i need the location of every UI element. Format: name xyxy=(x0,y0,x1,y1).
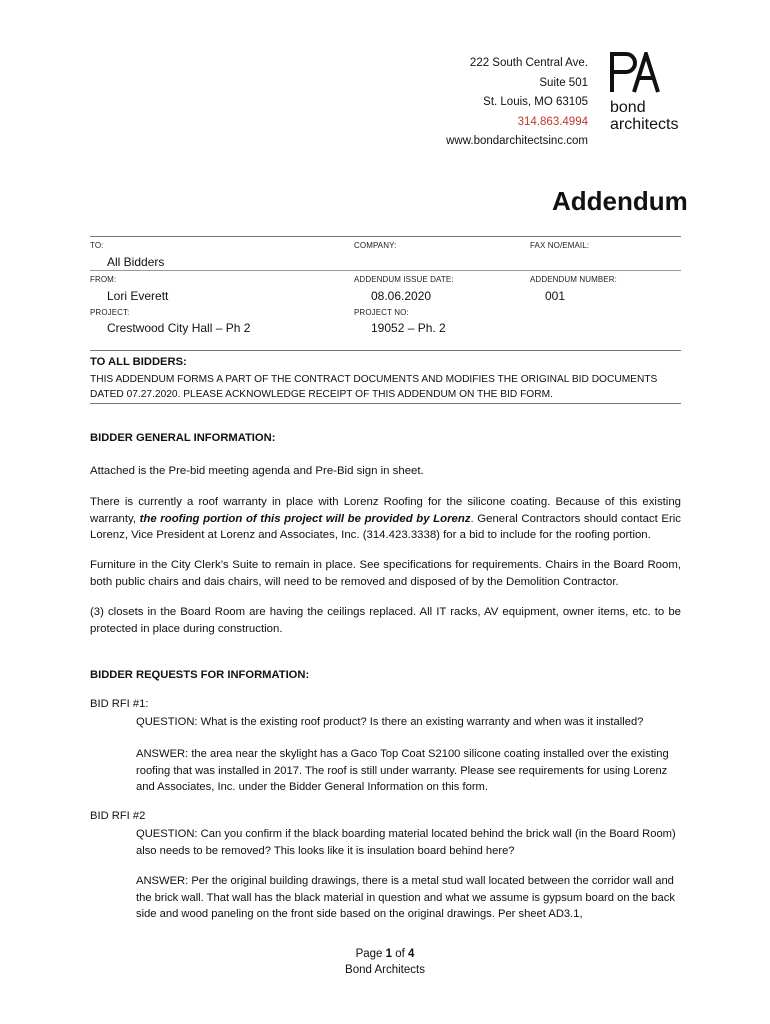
to-label: TO: xyxy=(90,241,104,250)
general-paragraph-4: (3) closets in the Board Room are having the ceilings replaced. All IT racks, AV equipment, owner items, etc. to be protected in place during construction. xyxy=(90,606,681,635)
firm-phone: 314.863.4994 xyxy=(517,115,588,128)
rfi-heading: BIDDER REQUESTS FOR INFORMATION: xyxy=(90,669,310,681)
issue-date-value: 08.06.2020 xyxy=(371,289,432,303)
notice-top-rule xyxy=(90,350,681,351)
logo-text-architects: architects xyxy=(610,116,679,133)
general-info-heading: BIDDER GENERAL INFORMATION: xyxy=(90,432,276,444)
general-paragraph-3: Furniture in the City Clerk’s Suite to remain in place. See specifications for requirements. Chairs in the Board Room, both public chairs and dais chairs, will need to be removed and disposed of by the Demolition Contractor. xyxy=(90,559,681,588)
firm-website: www.bondarchitectsinc.com xyxy=(446,135,588,147)
issue-date-label: ADDENDUM ISSUE DATE: xyxy=(354,275,454,284)
project-label: PROJECT: xyxy=(90,308,130,317)
paragraph-2-text-a: There is currently a roof warranty in place with Lorenz Roofing for the silicone coating. Because of this existing warranty, xyxy=(90,496,681,525)
rfi-2-question: QUESTION: Can you confirm if the black boarding material located behind the brick wall (in the Board Room) also needs to be removed? This looks like it is insulation board behind here? xyxy=(136,828,676,857)
notice-bottom-rule xyxy=(90,403,681,404)
page-prefix: Page xyxy=(355,948,386,960)
address-line-3: St. Louis, MO 63105 xyxy=(483,96,588,108)
notice-text xyxy=(90,372,657,402)
page-of: of xyxy=(392,948,409,960)
notice-heading: TO ALL BIDDERS: xyxy=(90,356,187,368)
notice-line-1: THIS ADDENDUM FORMS A PART OF THE CONTRACT DOCUMENTS AND MODIFIES THE ORIGINAL BID DOCUMENTS xyxy=(90,374,658,385)
notice-line-2: DATED 07.27.2020. PLEASE ACKNOWLEDGE RECEIPT OF THIS ADDENDUM ON THE BID FORM. xyxy=(90,389,553,400)
footer-company: Bond Architects xyxy=(345,964,425,976)
company-label: COMPANY: xyxy=(354,241,397,250)
bond-architects-logo xyxy=(610,52,690,133)
project-no-value: 19052 – Ph. 2 xyxy=(371,321,446,335)
rfi-1-question: QUESTION: What is the existing roof product? Is there an existing warranty and when was it installed? xyxy=(136,716,644,728)
firm-address xyxy=(446,54,588,152)
rfi-2-label: BID RFI #2 xyxy=(90,810,146,822)
fax-email-label: FAX NO/EMAIL: xyxy=(530,241,590,250)
from-label: FROM: xyxy=(90,275,117,284)
page-total: 4 xyxy=(408,948,415,960)
paragraph-2-emphasis: the roofing portion of this project will be provided by Lorenz xyxy=(139,512,471,525)
address-line-2: Suite 501 xyxy=(539,76,588,89)
page-footer xyxy=(0,946,770,978)
logo-text-bond: bond xyxy=(610,99,646,116)
rfi-1-answer: ANSWER: the area near the skylight has a Gaco Top Coat S2100 silicone coating installed over the existing roofing that was installed in 2017. The roof is still under warranty. Please see requirements for using Lorenz and Associates, Inc. under the Bidder General Information on this form. xyxy=(136,748,669,793)
paragraph-2-text-b: . General Contractors should contact Eric Lorenz, Vice President at Lorenz and Associates, Inc. (314.423.3338) for a bid to include for the roofing portion. xyxy=(90,512,681,541)
general-paragraph-2 xyxy=(90,494,681,544)
project-value: Crestwood City Hall – Ph 2 xyxy=(107,321,251,335)
form-top-rule xyxy=(90,236,681,237)
rfi-1-label: BID RFI #1: xyxy=(90,698,149,710)
form-rule-2 xyxy=(90,270,681,271)
page-current: 1 xyxy=(385,948,393,960)
project-no-label: PROJECT NO: xyxy=(354,308,409,317)
page-title: Addendum xyxy=(552,186,688,216)
page-number xyxy=(0,946,770,962)
to-value: All Bidders xyxy=(107,255,165,269)
address-line-1: 222 South Central Ave. xyxy=(469,57,588,69)
ba-monogram-icon xyxy=(610,52,662,94)
addendum-number-value: 001 xyxy=(545,289,566,303)
rfi-2-answer: ANSWER: Per the original building drawings, there is a metal stud wall located between the corridor wall and the brick wall. That wall has the black material in question and what we assume is gypsum board on the back side and wood paneling on the front side based on the original drawings. Per sheet AD3.1, xyxy=(136,875,675,920)
general-paragraph-1: Attached is the Pre-bid meeting agenda and Pre-Bid sign in sheet. xyxy=(90,465,424,477)
addendum-number-label: ADDENDUM NUMBER: xyxy=(530,275,617,284)
from-value: Lori Everett xyxy=(107,289,169,303)
